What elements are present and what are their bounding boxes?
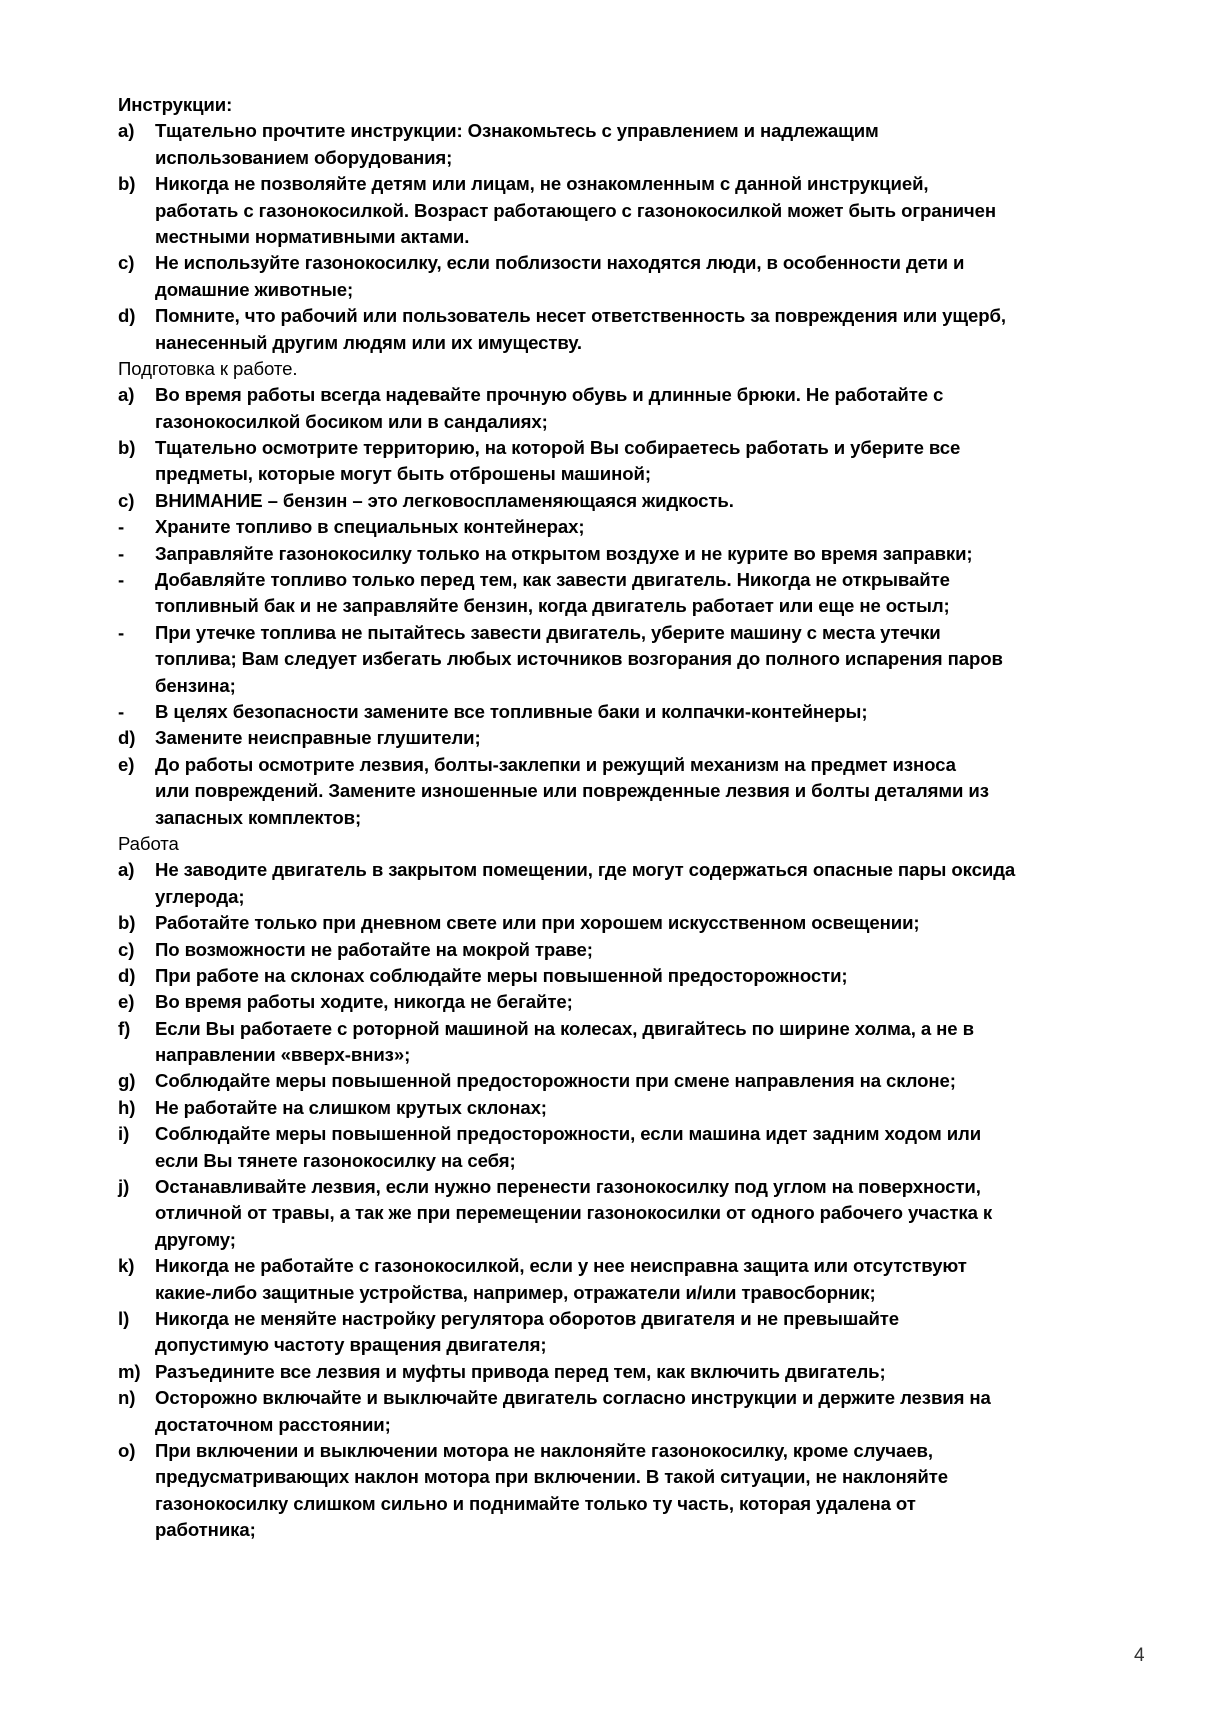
item-text: если Вы тянете газонокосилку на себя;	[155, 1149, 516, 1171]
item-text: По возможности не работайте на мокрой траве;	[155, 938, 593, 960]
item-text: Добавляйте топливо только перед тем, как завести двигатель. Никогда не открывайте	[155, 569, 950, 591]
item-text: Не используйте газонокосилку, если поблизости находятся люди, в особенности дети и	[155, 252, 965, 274]
list-item-continuation	[118, 778, 1208, 804]
list-item-continuation	[118, 224, 1208, 250]
list-item	[118, 1095, 1208, 1121]
list-item	[118, 1359, 1208, 1385]
item-text: В целях безопасности замените все топливные баки и колпачки-контейнеры;	[155, 700, 868, 722]
list-item-continuation	[118, 884, 1208, 910]
section-heading: Работа	[118, 832, 179, 854]
bullet-dash: -	[118, 700, 125, 722]
list-item	[118, 1253, 1208, 1279]
list-item	[118, 541, 1208, 567]
list-item	[118, 1438, 1208, 1464]
list-item-continuation	[118, 277, 1208, 303]
list-item	[118, 303, 1208, 329]
item-label: e)	[118, 753, 135, 775]
item-label: a)	[118, 384, 135, 406]
item-text: Осторожно включайте и выключайте двигатель согласно инструкции и держите лезвия на	[155, 1387, 991, 1409]
list-item-continuation	[118, 330, 1208, 356]
item-text: домашние животные;	[155, 278, 354, 300]
list-item	[118, 171, 1208, 197]
item-label: o)	[118, 1439, 136, 1461]
list-item-continuation	[118, 1517, 1208, 1543]
list-item	[118, 1016, 1208, 1042]
item-text: работать с газонокосилкой. Возраст работающего с газонокосилкой может быть ограничен	[155, 199, 997, 221]
item-label: b)	[118, 173, 136, 195]
item-text: топлива; Вам следует избегать любых источников возгорания до полного испарения паров	[155, 648, 1003, 670]
list-item-continuation	[118, 805, 1208, 831]
item-text: или повреждений. Замените изношенные или поврежденные лезвия и болты деталями из	[155, 780, 989, 802]
list-item	[118, 488, 1208, 514]
item-text: Не заводите двигатель в закрытом помещении, где могут содержаться опасные пары оксида	[155, 859, 1016, 881]
item-text: При утечке топлива не пытайтесь завести двигатель, уберите машину с места утечки	[155, 621, 941, 643]
page-number: 4	[1134, 1645, 1145, 1666]
list-item-continuation	[118, 198, 1208, 224]
item-text: нанесенный другим людям или их имуществу.	[155, 331, 582, 353]
item-text: бензина;	[155, 674, 236, 696]
item-text: топливный бак и не заправляйте бензин, когда двигатель работает или еще не остыл;	[155, 595, 950, 617]
list-item	[118, 435, 1208, 461]
item-text: При включении и выключении мотора не наклоняйте газонокосилку, кроме случаев,	[155, 1439, 933, 1461]
item-label: c)	[118, 252, 135, 274]
item-text: Работайте только при дневном свете или при хорошем искусственном освещении;	[155, 912, 920, 934]
item-text: углерода;	[155, 885, 245, 907]
item-label: c)	[118, 938, 135, 960]
item-text: Разъедините все лезвия и муфты привода перед тем, как включить двигатель;	[155, 1360, 886, 1382]
item-text: Никогда не работайте с газонокосилкой, если у нее неисправна защита или отсутствуют	[155, 1255, 967, 1277]
section-heading: Подготовка к работе.	[118, 357, 298, 379]
item-text: Замените неисправные глушители;	[155, 727, 481, 749]
item-text: предметы, которые могут быть отброшены машиной;	[155, 463, 651, 485]
item-text: достаточном расстоянии;	[155, 1413, 391, 1435]
item-text: ВНИМАНИЕ – бензин – это легковоспламеняющаяся жидкость.	[155, 489, 734, 511]
bullet-dash: -	[118, 569, 125, 591]
item-label: a)	[118, 120, 135, 142]
list-item	[118, 699, 1208, 725]
item-label: c)	[118, 489, 135, 511]
list-item	[118, 620, 1208, 646]
item-text: допустимую частоту вращения двигателя;	[155, 1334, 547, 1356]
list-item	[118, 857, 1208, 883]
item-text: Если Вы работаете с роторной машиной на колесах, двигайтесь по ширине холма, а не в	[155, 1017, 974, 1039]
item-text: При работе на склонах соблюдайте меры повышенной предосторожности;	[155, 964, 848, 986]
list-item-continuation	[118, 673, 1208, 699]
item-label: n)	[118, 1387, 136, 1409]
item-label: i)	[118, 1123, 130, 1145]
list-item-continuation	[118, 1280, 1208, 1306]
item-label: l)	[118, 1307, 130, 1329]
list-item	[118, 752, 1208, 778]
item-label: d)	[118, 305, 136, 327]
list-item	[118, 937, 1208, 963]
item-label: a)	[118, 859, 135, 881]
list-item	[118, 963, 1208, 989]
list-item-continuation	[118, 1148, 1208, 1174]
list-item	[118, 725, 1208, 751]
item-text: Не работайте на слишком крутых склонах;	[155, 1096, 547, 1118]
item-text: Соблюдайте меры повышенной предосторожности, если машина идет задним ходом или	[155, 1123, 982, 1145]
list-item-continuation	[118, 593, 1208, 619]
item-label: e)	[118, 991, 135, 1013]
item-text: запасных комплектов;	[155, 806, 362, 828]
list-item-continuation	[118, 409, 1208, 435]
list-item-continuation	[118, 145, 1208, 171]
item-text: газонокосилку слишком сильно и поднимайте только ту часть, которая удалена от	[155, 1492, 916, 1514]
section-heading: Инструкции:	[118, 94, 233, 115]
item-label: k)	[118, 1255, 135, 1277]
item-text: работника;	[155, 1519, 256, 1541]
item-text: какие-либо защитные устройства, например, отражатели и/или травосборник;	[155, 1281, 876, 1303]
bullet-dash: -	[118, 516, 125, 538]
item-text: Храните топливо в специальных контейнерах;	[155, 516, 585, 538]
item-text: газонокосилкой босиком или в сандалиях;	[155, 410, 548, 432]
list-item-continuation	[118, 1464, 1208, 1490]
item-text: Никогда не меняйте настройку регулятора оборотов двигателя и не превышайте	[155, 1307, 900, 1329]
item-text: Останавливайте лезвия, если нужно перенести газонокосилку под углом на поверхности,	[155, 1176, 981, 1198]
instructions-content	[118, 92, 1208, 1543]
item-text: Помните, что рабочий или пользователь несет ответственность за повреждения или ущерб,	[155, 305, 1006, 327]
list-item	[118, 989, 1208, 1015]
item-text: Во время работы всегда надевайте прочную обувь и длинные брюки. Не работайте с	[155, 384, 944, 406]
item-text: До работы осмотрите лезвия, болты-заклепки и режущий механизм на предмет износа	[155, 753, 956, 775]
item-text: Тщательно осмотрите территорию, на которой Вы собираетесь работать и уберите все	[155, 437, 961, 459]
item-text: Никогда не позволяйте детям или лицам, не ознакомленным с данной инструкцией,	[155, 173, 929, 195]
list-item	[118, 910, 1208, 936]
item-text: Тщательно прочтите инструкции: Ознакомьтесь с управлением и надлежащим	[155, 120, 879, 142]
item-text: Соблюдайте меры повышенной предосторожности при смене направления на склоне;	[155, 1070, 956, 1092]
list-item	[118, 1068, 1208, 1094]
item-text: отличной от травы, а так же при перемещении газонокосилки от одного рабочего участка к	[155, 1202, 993, 1224]
bullet-dash: -	[118, 621, 125, 643]
list-item	[118, 567, 1208, 593]
list-item-continuation	[118, 461, 1208, 487]
item-text: другому;	[155, 1228, 236, 1250]
list-item-continuation	[118, 1412, 1208, 1438]
item-text: направлении «вверх-вниз»;	[155, 1044, 411, 1066]
item-text: местными нормативными актами.	[155, 225, 470, 247]
list-item	[118, 1121, 1208, 1147]
list-item-continuation	[118, 1491, 1208, 1517]
item-text: Заправляйте газонокосилку только на открытом воздухе и не курите во время заправки;	[155, 542, 973, 564]
item-label: j)	[118, 1176, 130, 1198]
item-label: f)	[118, 1017, 131, 1039]
item-text: использованием оборудования;	[155, 146, 453, 168]
item-label: g)	[118, 1070, 136, 1092]
list-item	[118, 118, 1208, 144]
list-item-continuation	[118, 1200, 1208, 1226]
item-label: b)	[118, 912, 136, 934]
item-label: m)	[118, 1360, 141, 1382]
item-label: h)	[118, 1096, 136, 1118]
item-label: d)	[118, 727, 136, 749]
list-item	[118, 382, 1208, 408]
item-text: предусматривающих наклон мотора при включении. В такой ситуации, не наклоняйте	[155, 1466, 948, 1488]
list-item	[118, 250, 1208, 276]
list-item-continuation	[118, 1227, 1208, 1253]
list-item	[118, 1385, 1208, 1411]
list-item-continuation	[118, 646, 1208, 672]
item-text: Во время работы ходите, никогда не бегайте;	[155, 991, 573, 1013]
bullet-dash: -	[118, 542, 125, 564]
list-item-continuation	[118, 1042, 1208, 1068]
list-item-continuation	[118, 1332, 1208, 1358]
item-label: d)	[118, 964, 136, 986]
list-item	[118, 514, 1208, 540]
item-label: b)	[118, 437, 136, 459]
list-item	[118, 1306, 1208, 1332]
list-item	[118, 1174, 1208, 1200]
